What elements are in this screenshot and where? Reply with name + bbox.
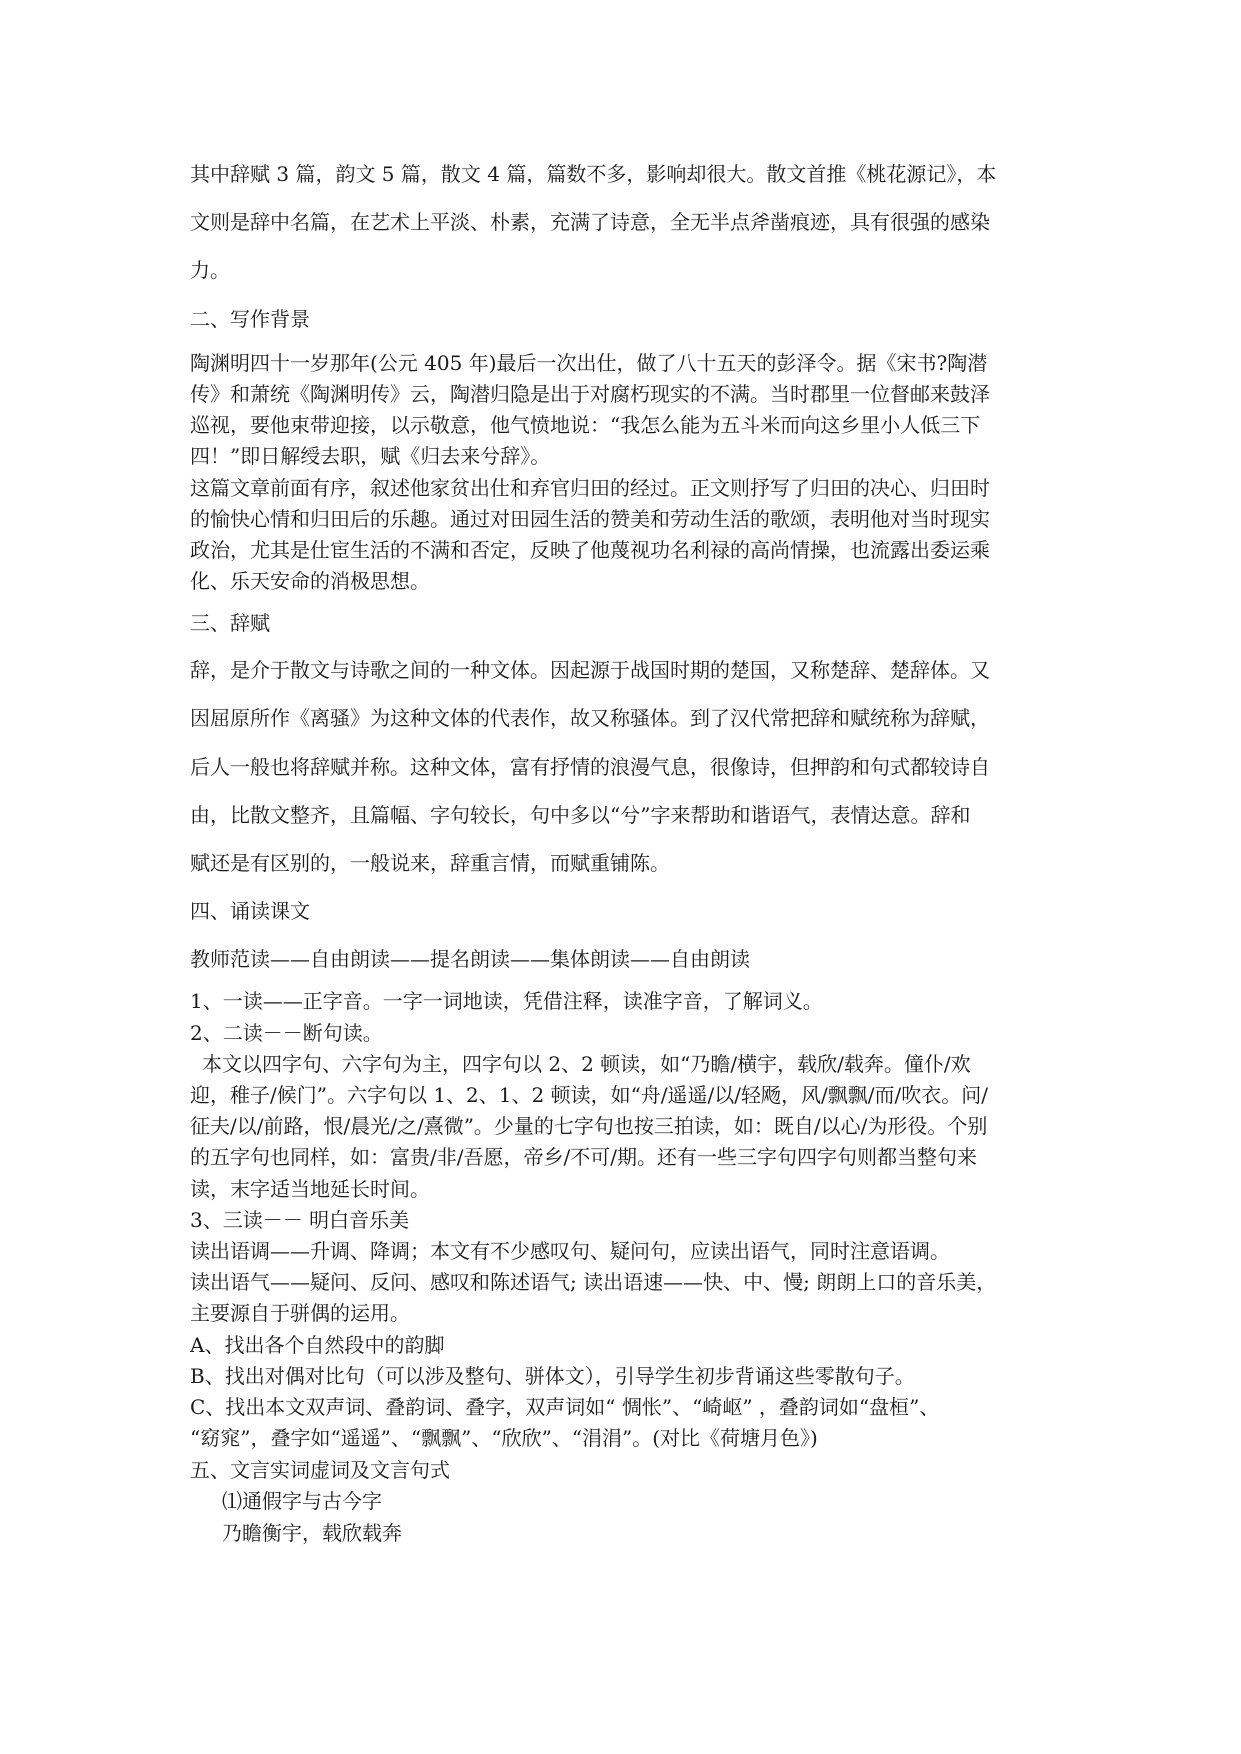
body-line: 读，末字适当地延长时间。 <box>190 1177 430 1201</box>
body-line: 化、乐天安命的消极思想。 <box>190 569 430 593</box>
body-line: 教师范读——自由朗读——提名朗读——集体朗读——自由朗读 <box>190 947 750 971</box>
body-line: 的愉快心情和归田后的乐趣。通过对田园生活的赞美和劳动生活的歌颂，表明他对当时现实 <box>190 507 990 531</box>
subheading: ⑴通假字与古今字 <box>222 1489 382 1513</box>
section-heading: 五、文言实词虚词及文言句式 <box>190 1458 450 1482</box>
body-line: 赋还是有区别的，一般说来，辞重言情，而赋重铺陈。 <box>190 851 670 875</box>
body-line: 这篇文章前面有序，叙述他家贫出仕和弃官归田的经过。正文则抒写了归田的决心、归田时 <box>190 476 990 500</box>
body-line: 本文以四字句、六字句为主，四字句以 2、2 顿读，如“乃瞻/横宇，载欣/载奔。僮仆/欢 <box>202 1052 971 1076</box>
body-line: 力。 <box>190 258 230 282</box>
body-line: “窈窕”，叠字如“遥遥”、“飘飘”、“欣欣”、“涓涓”。(对比《荷塘月色》) <box>190 1426 818 1450</box>
body-line: 读出语调——升调、降调；本文有不少感叹句、疑问句，应读出语气，同时注意语调。 <box>190 1239 950 1263</box>
body-line: 1、一读——正字音。一字一词地读，凭借注释，读准字音，了解词义。 <box>190 989 823 1013</box>
body-line: A、找出各个自然段中的韵脚 <box>190 1333 445 1357</box>
body-line: 因屈原所作《离骚》为这种文体的代表作，故又称骚体。到了汉代常把辞和赋统称为辞赋， <box>190 706 990 730</box>
body-line: 其中辞赋 3 篇，韵文 5 篇，散文 4 篇，篇数不多，影响却很大。散文首推《桃花源记》，本 <box>190 162 997 186</box>
body-line: 文则是辞中名篇，在艺术上平淡、朴素，充满了诗意，全无半点斧凿痕迹，具有很强的感染 <box>190 210 990 234</box>
section-heading: 二、写作背景 <box>190 307 310 331</box>
body-line: 辞，是介于散文与诗歌之间的一种文体。因起源于战国时期的楚国，又称楚辞、楚辞体。又 <box>190 658 990 682</box>
body-line: 读出语气——疑问、反问、感叹和陈述语气; 读出语速——快、中、慢; 朗朗上口的音乐美， <box>190 1270 997 1294</box>
body-line: 政治，尤其是仕宦生活的不满和否定，反映了他蔑视功名利禄的高尚情操，也流露出委运乘 <box>190 538 990 562</box>
body-line: B、找出对偶对比句（可以涉及整句、骈体文），引导学生初步背诵这些零散句子。 <box>190 1364 915 1388</box>
body-line: 由，比散文整齐，且篇幅、字句较长，句中多以“兮”字来帮助和谐语气，表情达意。辞和 <box>190 803 971 827</box>
body-line: 3、三读－－ 明白音乐美 <box>190 1208 410 1232</box>
body-line: 后人一般也将辞赋并称。这种文体，富有抒情的浪漫气息，很像诗，但押韵和句式都较诗自 <box>190 755 990 779</box>
body-line: 四！”即日解绶去职，赋《归去来兮辞》。 <box>190 444 551 468</box>
section-heading: 三、辞赋 <box>190 611 270 635</box>
body-line: 2、二读－－断句读。 <box>190 1021 383 1045</box>
body-line: 传》和萧统《陶渊明传》云，陶潜归隐是出于对腐朽现实的不满。当时郡里一位督邮来鼓泽 <box>190 382 990 406</box>
body-line: 主要源自于骈偶的运用。 <box>190 1301 410 1325</box>
section-heading: 四、诵读课文 <box>190 899 310 923</box>
body-line: 迎，稚子/候门”。六字句以 1、2、1、2 顿读，如“舟/遥遥/以/轻飏，风/飘飘/而/吹衣。问/ <box>190 1083 988 1107</box>
body-line: 乃瞻衡宇，载欣载奔 <box>222 1521 402 1545</box>
body-line: 陶渊明四十一岁那年(公元 405 年)最后一次出仕，做了八十五天的彭泽令。据《宋书?陶潜 <box>190 351 988 375</box>
body-line: 的五字句也同样，如：富贵/非/吾愿，帝乡/不可/期。还有一些三字句四字句则都当整句来 <box>190 1145 977 1169</box>
body-line: C、找出本文双声词、叠韵词、叠字，双声词如“ 惆怅”、“崎岖” ，叠韵词如“盘桓”、 <box>190 1395 940 1419</box>
body-line: 征夫/以/前路，恨/晨光/之/熹微”。少量的七字句也按三拍读，如：既自/以心/为形役。个别 <box>190 1114 988 1138</box>
body-line: 巡视，要他束带迎接，以示敬意，他气愤地说：“我怎么能为五斗米而向这乡里小人低三下 <box>190 413 981 437</box>
